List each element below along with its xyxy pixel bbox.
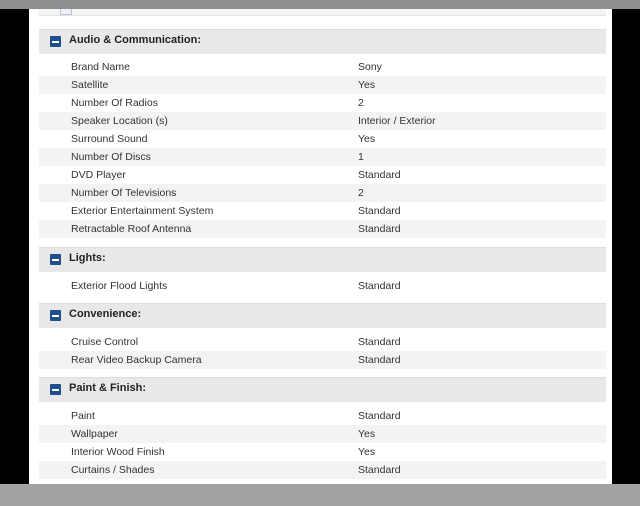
- spec-label: DVD Player: [71, 169, 126, 181]
- spec-label: Retractable Roof Antenna: [71, 223, 192, 235]
- spec-value: 2: [358, 97, 364, 109]
- section-header-convenience[interactable]: [39, 303, 606, 328]
- spec-row: [39, 130, 606, 148]
- spec-row: [39, 94, 606, 112]
- spec-label: Speaker Location (s): [71, 115, 168, 127]
- spec-value: Sony: [358, 61, 382, 73]
- spec-row: [39, 76, 606, 94]
- spec-label: Rear Video Backup Camera: [71, 354, 202, 366]
- spec-row: [39, 277, 606, 295]
- spec-label: Exterior Flood Lights: [71, 280, 168, 292]
- spec-value: Standard: [358, 280, 401, 292]
- spec-label: Surround Sound: [71, 133, 148, 145]
- section-title: Paint & Finish:: [69, 382, 146, 394]
- spec-value: Yes: [358, 133, 376, 145]
- spec-label: Number Of Radios: [71, 97, 158, 109]
- spec-value: Standard: [358, 169, 401, 181]
- spec-row: [39, 166, 606, 184]
- spec-row: [39, 443, 606, 461]
- collapse-icon[interactable]: [60, 9, 72, 15]
- spec-label: Number Of Televisions: [71, 187, 177, 199]
- spec-value: Standard: [358, 464, 401, 476]
- spec-value: Yes: [358, 79, 376, 91]
- spec-label: Brand Name: [71, 61, 130, 73]
- section-header-lights[interactable]: [39, 247, 606, 272]
- spec-value: Yes: [358, 446, 376, 458]
- spec-row: [39, 220, 606, 238]
- spec-row: [39, 184, 606, 202]
- previous-section-strip: [39, 9, 606, 16]
- spec-row: [39, 351, 606, 369]
- specs-panel: [29, 9, 612, 484]
- spec-label: Number Of Discs: [71, 151, 151, 163]
- spec-label: Exterior Entertainment System: [71, 205, 214, 217]
- spec-value: Yes: [358, 428, 376, 440]
- spec-row: [39, 425, 606, 443]
- spec-value: 1: [358, 151, 364, 163]
- collapse-minus-icon[interactable]: [50, 310, 61, 321]
- spec-value: Standard: [358, 223, 401, 235]
- bottom-frame-bar: [0, 484, 640, 506]
- spec-row: [39, 112, 606, 130]
- spec-label: Cruise Control: [71, 336, 139, 348]
- spec-row: [39, 202, 606, 220]
- spec-value: 2: [358, 187, 364, 199]
- spec-label: Paint: [71, 410, 95, 422]
- section-title: Lights:: [69, 252, 106, 264]
- collapse-minus-icon[interactable]: [50, 384, 61, 395]
- collapse-minus-icon[interactable]: [50, 36, 61, 47]
- section-header-paint-finish[interactable]: [39, 377, 606, 402]
- spec-label: Satellite: [71, 79, 109, 91]
- spec-label: Curtains / Shades: [71, 464, 155, 476]
- spec-value: Standard: [358, 410, 401, 422]
- top-frame-bar: [0, 0, 640, 9]
- spec-value: Standard: [358, 354, 401, 366]
- spec-value: Interior / Exterior: [358, 115, 436, 127]
- spec-row: [39, 407, 606, 425]
- spec-label: Wallpaper: [71, 428, 118, 440]
- spec-label: Interior Wood Finish: [71, 446, 165, 458]
- spec-value: Standard: [358, 336, 401, 348]
- spec-row: [39, 148, 606, 166]
- spec-row: [39, 333, 606, 351]
- spec-row: [39, 58, 606, 76]
- spec-value: Standard: [358, 205, 401, 217]
- section-header-audio-communication[interactable]: [39, 29, 606, 54]
- collapse-minus-icon[interactable]: [50, 254, 61, 265]
- spec-row: [39, 461, 606, 479]
- section-title: Audio & Communication:: [69, 34, 201, 46]
- section-title: Convenience:: [69, 308, 142, 320]
